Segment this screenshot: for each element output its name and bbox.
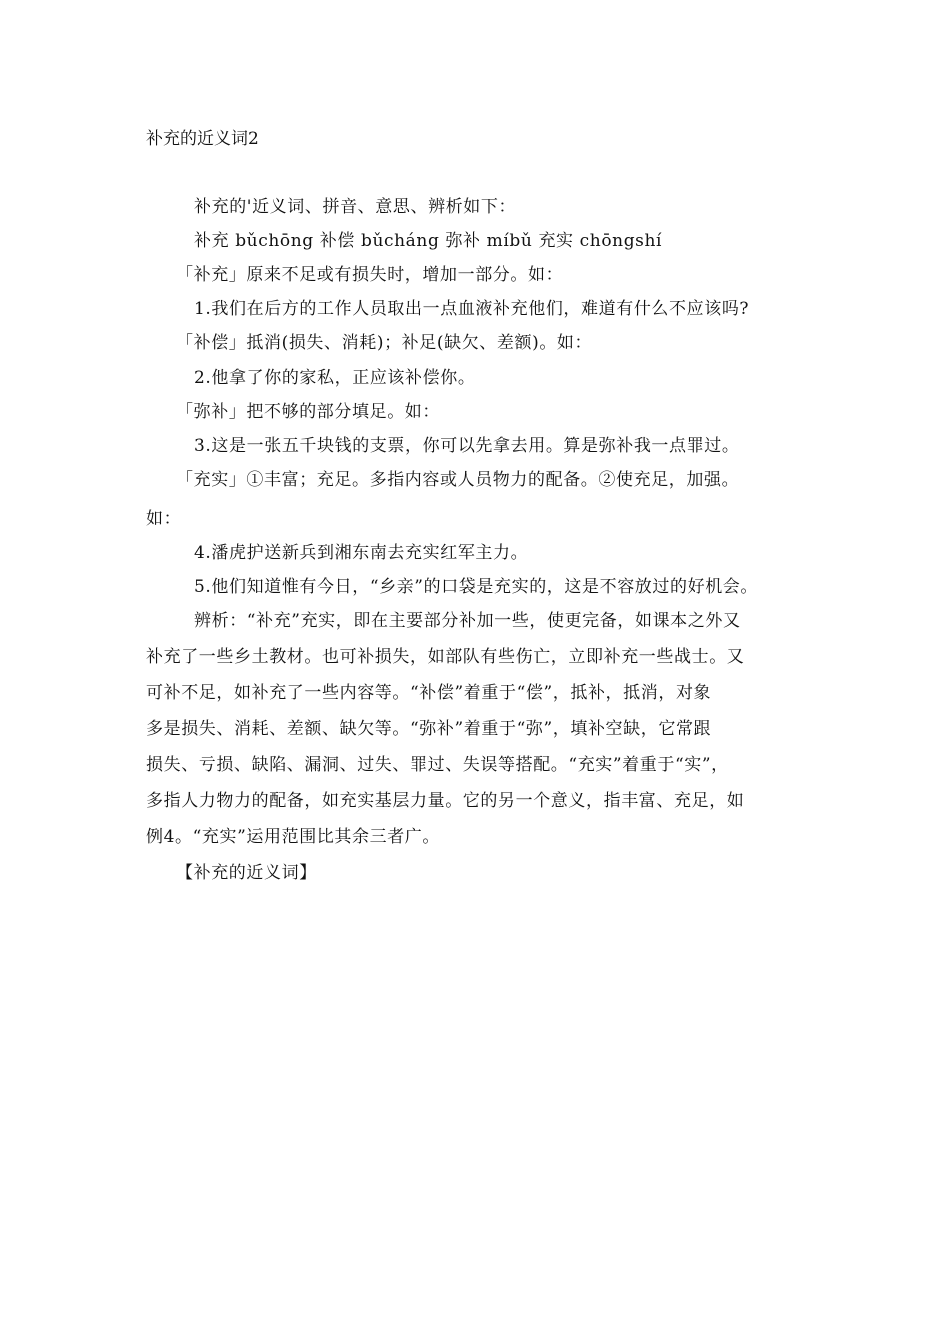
definition-buchong: 「补充」原来不足或有损失时，增加一部分。如： — [176, 265, 564, 285]
example-4: 4.潘虎护送新兵到湘东南去充实红军主力。 — [194, 543, 529, 563]
analysis-line-2: 补充了一些乡土教材。也可补损失，如部队有些伤亡，立即补充一些战士。又 — [146, 647, 745, 667]
definition-buchang: 「补偿」抵消(损失、消耗)；补足(缺欠、差额)。如： — [176, 333, 593, 353]
example-1: 1.我们在后方的工作人员取出一点血液补充他们，难道有什么不应该吗? — [194, 299, 750, 319]
document-title: 补充的近义词2 — [146, 129, 259, 149]
analysis-line-5: 损失、亏损、缺陷、漏洞、过失、罪过、失误等搭配。“充实”着重于“实”， — [146, 755, 729, 775]
intro-line: 补充的'近义词、拼音、意思、辨析如下： — [194, 197, 517, 217]
definition-chongshi: 「充实」①丰富；充足。多指内容或人员物力的配备。②使充足，加强。 — [176, 470, 740, 490]
example-2: 2.他拿了你的家私，正应该补偿你。 — [194, 368, 476, 388]
pinyin-line: 补充 bǔchōng 补偿 bǔcháng 弥补 míbǔ 充实 chōngshí — [194, 231, 663, 251]
analysis-line-4: 多是损失、消耗、差额、缺欠等。“弥补”着重于“弥”，填补空缺，它常跟 — [146, 719, 712, 739]
analysis-line-3: 可补不足，如补充了一些内容等。“补偿”着重于“偿”，抵补，抵消，对象 — [146, 683, 712, 703]
analysis-line-7: 例4。“充实”运用范围比其余三者广。 — [146, 827, 440, 847]
definition-mibu: 「弥补」把不够的部分填足。如： — [176, 402, 440, 422]
analysis-line-6: 多指人力物力的配备，如充实基层力量。它的另一个意义，指丰富、充足，如 — [146, 791, 745, 811]
definition-chongshi-continued: 如： — [146, 509, 182, 529]
analysis-line-1: 辨析：“补充”充实，即在主要部分补加一些，使更完备，如课本之外又 — [194, 611, 741, 631]
example-5: 5.他们知道惟有今日，“乡亲”的口袋是充实的，这是不容放过的好机会。 — [194, 577, 758, 597]
footer-tag: 【补充的近义词】 — [176, 863, 317, 883]
example-3: 3.这是一张五千块钱的支票，你可以先拿去用。算是弥补我一点罪过。 — [194, 436, 740, 456]
